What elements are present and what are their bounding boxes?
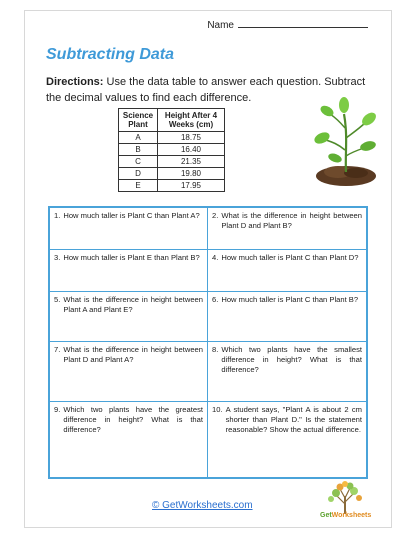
table-row <box>119 156 225 168</box>
name-label: Name <box>207 20 234 31</box>
question-text: How much taller is Plant C than Plant B? <box>221 295 359 304</box>
question-number: 1. <box>54 211 61 220</box>
question-text: Which two plants have the smallest difference in height? What is that difference? <box>221 345 362 374</box>
question-number: 7. <box>54 345 61 354</box>
question-text: How much taller is Plant C than Plant D? <box>221 253 359 262</box>
table-row <box>119 144 225 156</box>
page-title: Subtracting Data <box>46 46 175 63</box>
table-row <box>119 168 225 180</box>
question-cell[interactable] <box>208 292 366 342</box>
question-text: How much taller is Plant C than Plant A? <box>63 211 200 220</box>
question-cell[interactable] <box>208 208 366 250</box>
question-cell[interactable] <box>208 402 366 477</box>
question-cell[interactable] <box>50 250 208 292</box>
data-table <box>118 108 225 192</box>
question-cell[interactable] <box>50 342 208 402</box>
question-cell[interactable] <box>50 292 208 342</box>
question-number: 4. <box>212 253 219 262</box>
cell-plant: B <box>119 144 158 156</box>
footer-website-link[interactable]: © GetWorksheets.com <box>152 500 253 511</box>
question-number: 3. <box>54 253 61 262</box>
cell-height: 21.35 <box>158 156 225 168</box>
name-blank-line[interactable] <box>238 18 368 28</box>
question-number: 5. <box>54 295 61 304</box>
cell-height: 16.40 <box>158 144 225 156</box>
cell-plant: C <box>119 156 158 168</box>
plant-seedling-icon <box>308 92 380 190</box>
question-text: What is the difference in height between Plant D and Plant A? <box>63 345 203 364</box>
question-cell[interactable] <box>50 208 208 250</box>
question-text: Which two plants have the greatest difference in height? What is that difference? <box>63 405 203 434</box>
cell-plant: A <box>119 132 158 144</box>
question-number: 8. <box>212 345 219 354</box>
col-header-plant: Science Plant <box>119 109 158 132</box>
cell-plant: E <box>119 180 158 192</box>
question-cell[interactable] <box>50 402 208 477</box>
logo-wordmark <box>320 512 371 519</box>
logo-get: Get <box>320 512 332 519</box>
question-number: 10. <box>212 405 223 414</box>
cell-height: 18.75 <box>158 132 225 144</box>
cell-plant: D <box>119 168 158 180</box>
table-row <box>119 180 225 192</box>
question-number: 2. <box>212 211 219 220</box>
question-cell[interactable] <box>208 342 366 402</box>
question-number: 9. <box>54 405 61 414</box>
question-number: 6. <box>212 295 219 304</box>
col-header-height: Height After 4 Weeks (cm) <box>158 109 225 132</box>
cell-height: 19.80 <box>158 168 225 180</box>
question-text: What is the difference in height between Plant D and Plant B? <box>221 211 362 230</box>
question-grid <box>48 206 368 479</box>
question-cell[interactable] <box>208 250 366 292</box>
question-text: A student says, "Plant A is about 2 cm shorter than Plant D." Is the statement reasonable? Show the actual difference. <box>225 405 362 434</box>
name-field[interactable] <box>207 18 368 31</box>
directions-text: Use the data table to answer each question. Subtract the decimal values to find each difference. <box>46 76 366 104</box>
question-text: What is the difference in height between Plant A and Plant E? <box>63 295 203 314</box>
logo-worksheets: Worksheets <box>331 512 372 519</box>
table-row <box>119 132 225 144</box>
question-text: How much taller is Plant E than Plant B? <box>63 253 200 262</box>
directions-label: Directions: <box>46 76 104 88</box>
cell-height: 17.95 <box>158 180 225 192</box>
table-header-row <box>119 109 225 132</box>
